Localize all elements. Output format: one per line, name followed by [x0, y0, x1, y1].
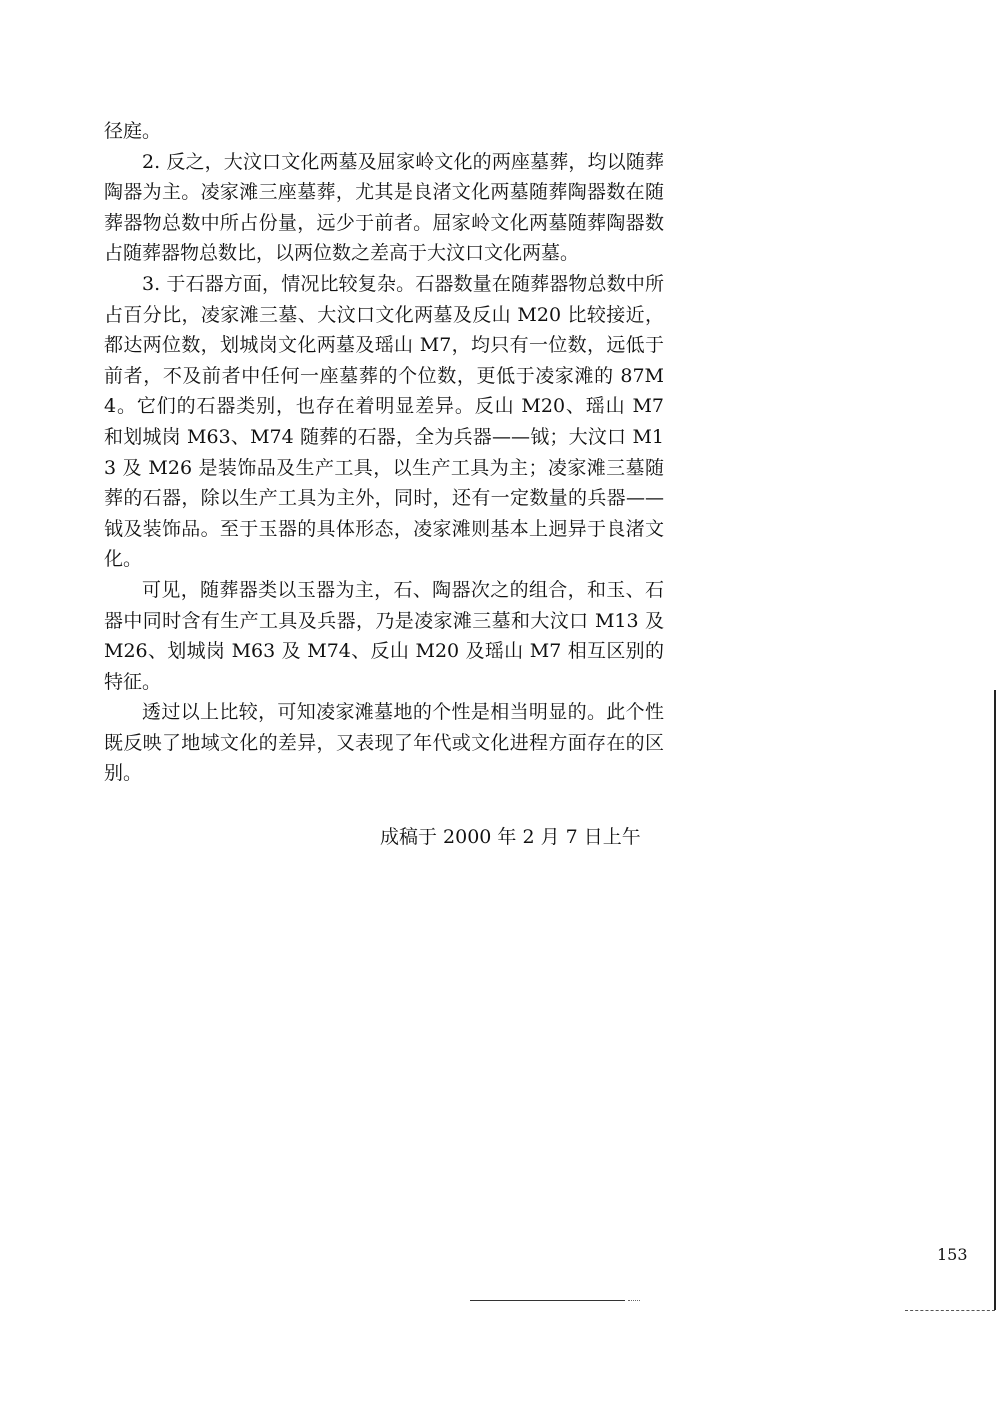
- completion-date: 成稿于 2000 年 2 月 7 日上午: [380, 826, 641, 848]
- scan-edge-bottom: [905, 1310, 995, 1312]
- paragraph-continuation: 径庭。: [104, 120, 162, 142]
- scan-edge-right: [994, 690, 996, 1310]
- footer-rule: [470, 1300, 625, 1301]
- paragraph-stone-tools: 3. 于石器方面，情况比较复杂。石器数量在随葬器物总数中所占百分比，凌家滩三墓、大汶口文化两墓及反山 M20 比较接近，都达两位数，划城岗文化两墓及瑶山 M7，均只有一位数，远低于前者，不及前者中任何一座墓葬的个位数，更低于凌家滩的 87M4。它们的石器类别，也存在着明显差异。反山 M20、瑶山 M7 和划城岗 M63、M74 随葬的石器，全为兵器——钺；大汶口 M13 及 M26 是装饰品及生产工具，以生产工具为主；凌家滩三墓随葬的石器，除以生产工具为主外，同时，还有一定数量的兵器——钺及装饰品。至于玉器的具体形态，凌家滩则基本上迥异于良渚文化。: [104, 272, 664, 571]
- page-number: 153: [937, 1245, 968, 1264]
- footer-rule-dots: [628, 1300, 640, 1302]
- body-text: [104, 116, 664, 789]
- paragraph-conclusion: 透过以上比较，可知凌家滩墓地的个性是相当明显的。此个性既反映了地域文化的差异，又表现了年代或文化进程方面存在的区别。: [104, 701, 664, 785]
- paragraph-pottery: 2. 反之，大汶口文化两墓及屈家岭文化的两座墓葬，均以随葬陶器为主。凌家滩三座墓葬，尤其是良渚文化两墓随葬陶器数在随葬器物总数中所占份量，远少于前者。屈家岭文化两墓随葬陶器数占随葬器物总数比，以两位数之差高于大汶口文化两墓。: [104, 150, 664, 265]
- paragraph-summary: 可见，随葬器类以玉器为主，石、陶器次之的组合，和玉、石器中同时含有生产工具及兵器，乃是凌家滩三墓和大汶口 M13 及 M26、划城岗 M63 及 M74、反山 M20 及瑶山 M7 相互区别的特征。: [104, 578, 664, 693]
